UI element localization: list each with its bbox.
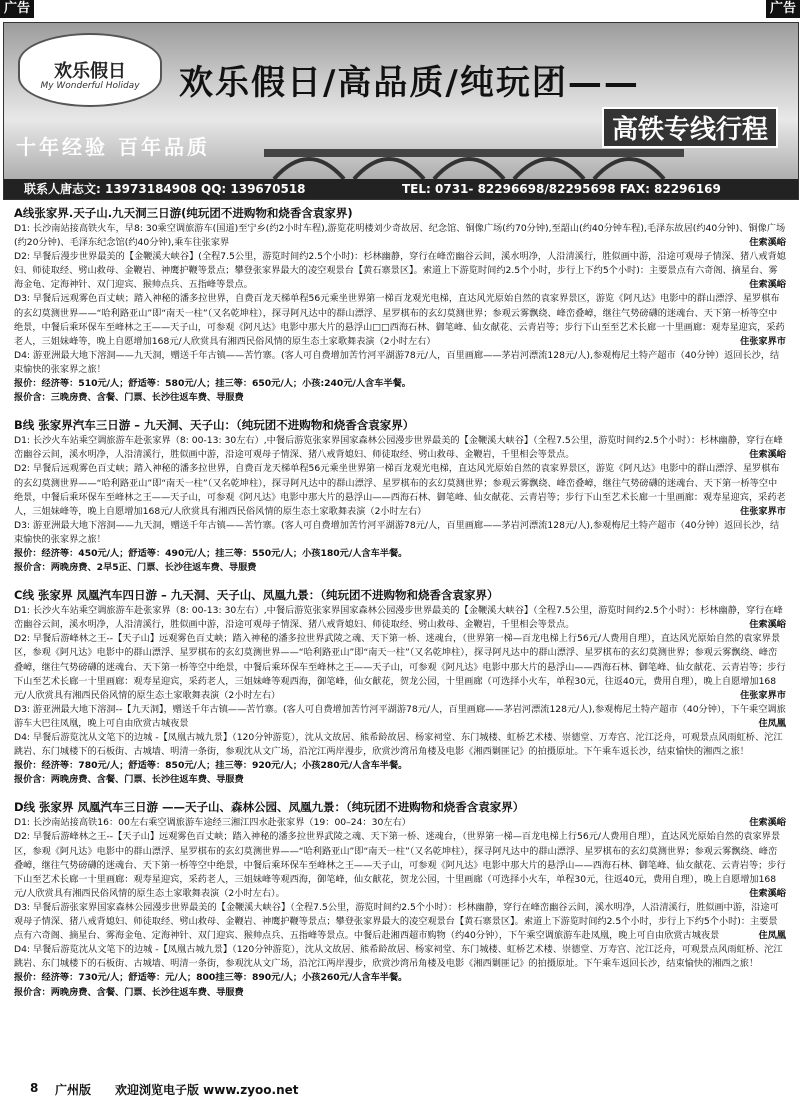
day-item xyxy=(14,222,786,250)
day-text: D4: 早餐后游览沈从文笔下的边城 -【凤凰古城九景】（120分钟游览），沈从文故居、熊希龄故居、杨家祠堂、东门城楼、虹桥艺术楼、崇德堂、万寿宫、沱江泛舟，可观景点风雨虹桥、沱江跳岩、东门城楼下的石板街、古城墙、明清一条街，参观沈从文广场，沿沱江两岸漫步，欣赏沙湾吊角楼及电影《湘西剿匪记》的拍摄原址。下午乘车返长沙，结束愉快的湘西之旅！ xyxy=(14,732,783,758)
edition-label: 广州版 xyxy=(55,1083,92,1097)
banner-slogan: 欢乐假日/高品质/纯玩团—— xyxy=(179,63,640,103)
section-title: B线 张家界汽车三日游 – 九天洞、天子山：（纯玩团不进购物和烧香含袁家界） xyxy=(14,418,415,433)
route-title: 高铁专线行程 xyxy=(602,107,778,148)
day-item xyxy=(14,731,786,759)
contact-tel-fax: TEL: 0731- 82296698/82295698 FAX: 82296169 xyxy=(402,182,721,196)
day-item xyxy=(14,901,786,943)
hotel-label: 住索溪峪 xyxy=(745,236,786,250)
price-line: 报价：经济等：780元/人；舒适等：850元/人；挂三等：920元/人；小孩280元/人含车半餐。 xyxy=(14,760,408,772)
itinerary-section xyxy=(14,587,786,787)
day-text: D2: 早餐后游峰林之王--【天子山】远观雾色百丈峡；踏入神秘的潘多拉世界武陵之魂、天下第一桥、迷魂台，（世界第一梯—百龙电梯上行56元/人费用自理），直达风光原始自然的袁家界景区，参观《阿凡达》电影中的群山漂浮、星罗棋布的玄幻莫测世界——“哈利路亚山”即“南天一柱”（又名乾坤柱），探寻阿凡达中的群山漂浮、星罗棋布的玄幻莫测世界；参观云雾飘绕、峰峦叠嶂，继往气势磅礴的迷魂台、天下第一桥等空中绝景，中餐后乘环保车至峰林之王——天子山，可参观《阿凡达》电影中那大片的悬浮山——西海石林、御笔峰、仙女献花、云青岩等；步行下山至艺术长廊一十里画廊：观寿星迎宾，采药老人，三姐妹峰等观西海，御笔峰，仙女献花，贺龙公园，十里画廊（可选择小火车，单程30元，往返40元，费用自理），晚上自愿增加168元/人欣赏具有湘西民俗风情的原生态土家歌舞表演（2小时左右） xyxy=(14,633,786,701)
day-item xyxy=(14,292,786,348)
price-includes: 报价含：两晚房费、含餐、门票、长沙往返车费、导服费 xyxy=(14,986,244,998)
top-ad-bar xyxy=(0,0,800,18)
agency-logo xyxy=(18,33,162,107)
day-item xyxy=(14,349,786,377)
itinerary-section xyxy=(14,417,786,575)
contact-row xyxy=(4,179,798,199)
hotel-label: 住凤凰 xyxy=(754,929,786,943)
section-title: A线张家界.天子山.九天洞三日游(纯玩团不进购物和烧香含袁家界) xyxy=(14,206,353,220)
price-includes: 报价含：两晚房费、含餐、门票、长沙往返车费、导服费 xyxy=(14,774,244,786)
itinerary-section xyxy=(14,205,786,405)
day-text: D1: 长沙火车站乘空调旅游车赴张家界（8: 00-13: 30左右）,中餐后游览张家界国家森林公园漫步世界最美的【金鞭溪大峡谷】（全程7.5公里，游览时间约2.5个小时）：杉林幽静，穿行在峰峦幽谷云间，溪水明净，人沿清溪行，胜似画中游，沿途可观母子情深、猪八戒背媳妇、师徒取经、劈山救母、金鞭岩，千里相会等景点。 xyxy=(14,605,783,631)
hotel-label: 住张家界市 xyxy=(736,505,786,519)
day-item xyxy=(14,434,786,462)
day-text: D2: 早餐后远观雾色百丈峡；踏入神秘的潘多拉世界，自费百龙天梯单程56元乘坐世界第一梯百龙观光电梯，直达风光原始自然的袁家界景区，游览《阿凡达》电影中的群山漂浮、星罗棋布的玄幻莫测世界——“哈利路亚山”即“南天一柱”（又名乾坤柱），探寻阿凡达中的群山漂浮、星罗棋布的玄幻莫测世界；参观云雾飘绕、峰峦叠嶂，继往气势磅礴的迷魂台、天下第一桥等空中绝景，中餐后乘环保车至峰林之王——天子山，可参观《阿凡达》电影中那大片的悬浮山——西海石林、御笔峰、仙女献花、云青岩等；步行下山至艺术长廊一十里画廊：观寿星迎宾，采药老人，三姐妹峰等，晚上自愿增加168元/人欣赏具有湘西民俗风情的原生态土家歌舞表演（2小时左右） xyxy=(14,463,786,517)
website-link[interactable]: 欢迎浏览电子版 www.zyoo.net xyxy=(115,1083,299,1097)
ad-label-left: 广告 xyxy=(0,0,34,18)
logo-english-text: My Wonderful Holiday xyxy=(40,81,140,91)
day-text: D1: 长沙火车站乘空调旅游车赴张家界（8: 00-13: 30左右）,中餐后游览张家界国家森林公园漫步世界最美的【金鞭溪大峡谷】（全程7.5公里，游览时间约2.5个小时）：杉林幽静，穿行在峰峦幽谷云间，溪水明净，人沿清溪行，胜似画中游，沿途可观母子情深、猪八戒背媳妇、师徒取经、劈山救母、金鞭岩，千里相会等景点。 xyxy=(14,435,783,461)
day-text: D3: 游亚洲最大地下溶洞——九天洞，赠送千年古镇——苦竹寨。(客人可自费增加苦竹河平湖游78元/人，百里画廊——茅岩河漂流128元/人),参观梅尼土特产超市（40分钟）返回长沙，结束愉快的张家界之旅！ xyxy=(14,519,780,545)
price-line: 报价：经济等：510元/人；舒适等：580元/人；挂三等：650元/人；小孩:240元/人含车半餐。 xyxy=(14,378,411,390)
header-banner xyxy=(3,22,799,200)
day-text: D3: 早餐后远观雾色百丈峡；踏入神秘的潘多拉世界，自费百龙天梯单程56元乘坐世界第一梯百龙观光电梯，直达风光原始自然的袁家界景区，游览《阿凡达》电影中的群山漂浮、星罗棋布的玄幻莫测世界——“哈利路亚山”即“南天一柱”（又名乾坤柱），探寻阿凡达中的群山漂浮、星罗棋布的玄幻莫测世界；参观云雾飘绕、峰峦叠嶂，继往气势磅礴的迷魂台、天下第一桥等空中绝景，中餐后乘环保车至峰林之王——天子山，可参观《阿凡达》电影中那大片的悬浮山□□西海石林、御笔峰、仙女献花、云青岩等；步行下山至至艺术长廊一十里画廊：观寿星迎宾，采药老人，三姐妹峰等，晚上自愿增加168元/人欣赏具有湘西民俗风情的原生态土家歌舞表演（2小时左右） xyxy=(14,293,785,347)
contact-person: 联系人唐志文: 13973184908 QQ: 139670518 xyxy=(24,182,306,196)
hotel-label: 住张家界市 xyxy=(736,689,786,703)
day-text: D1: 长沙南站接高铁火车，早8: 30乘空调旅游车(国道)至宁乡(约2小时车程),游览花明楼刘少奇故居、纪念馆、铜像广场(约70分钟),至韶山(约40分钟车程),毛泽东故居(约40分钟)、铜像广场(约20分钟)、毛泽东纪念馆(约40分钟),乘车往张家界 xyxy=(14,223,786,249)
day-text: D4: 早餐后游览沈从文笔下的边城 -【凤凰古城九景】（120分钟游览），沈从文故居、熊希龄故居、杨家祠堂、东门城楼、虹桥艺术楼、崇德堂、万寿宫、沱江泛舟，可观景点风雨虹桥、沱江跳岩、东门城楼下的石板街、古城墙、明清一条街，参观沈从文广场，沿沱江两岸漫步，欣赏沙湾吊角楼及电影《湘西剿匪记》的拍摄原址。下午乘车返回长沙，结束愉快的湘西之旅！ xyxy=(14,944,783,970)
page-number: 8 xyxy=(30,1081,39,1095)
hotel-label: 住索溪峪 xyxy=(745,816,786,830)
day-text: D3: 游亚洲最大地下溶洞--【九天洞】，赠送千年古镇——苦竹寨。(客人可自费增加苦竹河平湖游78元/人，百里画廊——茅岩河漂流128元/人),参观梅尼土特产超市（40分钟），下午乘空调旅游车大巴往凤凰，晚上可自由欣赏古城夜景 xyxy=(14,703,786,729)
day-item xyxy=(14,943,786,971)
day-item xyxy=(14,462,786,518)
day-text: D1: 长沙南站接高铁16：00左右乘空调旅游车途经三湘江四水赴张家界（19：00–24：30左右） xyxy=(14,817,411,829)
day-item xyxy=(14,816,786,830)
section-title: C线 张家界 凤凰汽车四日游 – 九天洞、天子山、凤凰九景：（纯玩团不进购物和烧香含袁家界） xyxy=(14,588,499,603)
price-line: 报价：经济等：450元/人；舒适等：490元/人；挂三等：550元/人；小孩180元/人含车半餐。 xyxy=(14,547,408,559)
logo-chinese-text: 欢乐假日 xyxy=(54,61,126,82)
day-text: D2: 早餐后漫步世界最美的【金鞭溪大峡谷】(全程7.5公里，游览时间约2.5个小时)：杉林幽静，穿行在峰峦幽谷云间，溪水明净，人沿清溪行，胜似画中游，沿途可观母子情深、猪八戒背媳妇、师徒取经、劈山救母、金鞭岩、神鹰护鞭等景点；攀登张家界最大的凌空观景台【黄石寨景区】。索道上下游览时间约2.5个小时，步行上下约5个小时)：主要景点有六奇阁、摘星台、雾海金龟、定海神针、双门迎宾、猴帅点兵、五指峰等景点。 xyxy=(14,251,786,291)
itinerary-content xyxy=(14,205,786,1065)
price-includes: 报价含：两晚房费、2早5正、门票、长沙往返车费、导服费 xyxy=(14,562,257,574)
day-item xyxy=(14,250,786,292)
price-line: 报价：经济等：730元/人；舒适等：元/人；800挂三等：890元/人；小孩260元/人含车半餐。 xyxy=(14,972,408,984)
day-item xyxy=(14,830,786,900)
ad-label-right: 广告 xyxy=(766,0,800,18)
day-item xyxy=(14,604,786,632)
day-text: D4: 游亚洲最大地下溶洞——九天洞，赠送千年古镇——苦竹寨。(客人可自费增加苦竹河平湖游78元/人，百里画廊——茅岩河漂流128元/人),参观梅尼土特产超市（40分钟）返回长沙，结束愉快的张家界之旅！ xyxy=(14,349,780,375)
day-text: D2: 早餐后游峰林之王--【天子山】远观雾色百丈峡；踏入神秘的潘多拉世界武陵之魂、天下第一桥、迷魂台，（世界第一梯—百龙电梯上行56元/人费用自理），直达风光原始自然的袁家界景区，参观《阿凡达》电影中的群山漂浮、星罗棋布的玄幻莫测世界——“哈利路亚山”即“南天一柱”（又名乾坤柱），探寻阿凡达中的群山漂浮、星罗棋布的玄幻莫测世界；参观云雾飘绕、峰峦叠嶂，继往气势磅礴的迷魂台、天下第一桥等空中绝景，中餐后乘环保车至峰林之王——天子山，可参观《阿凡达》电影中那大片的悬浮山——西海石林、御笔峰、仙女献花、云青岩等；步行下山至艺术长廊一十里画廊：观寿星迎宾，采药老人，三姐妹峰等观西海，御笔峰，仙女献花，贺龙公园，十里画廊（可选择小火车，单程30元，往返40元，费用自理），晚上自愿增加168元/人欣赏具有湘西民俗风情的原生态土家歌舞表演（2小时左右）。 xyxy=(14,831,786,899)
hotel-label: 住索溪峪 xyxy=(745,887,786,901)
day-item xyxy=(14,632,786,702)
hotel-label: 住索溪峪 xyxy=(745,618,786,632)
day-text: D3: 早餐后游张家界国家森林公园漫步世界最美的【金鞭溪大峡谷】（全程7.5公里，游览时间约2.5个小时）：杉林幽静，穿行在峰峦幽谷云间，溪水明净，人沿清溪行，胜似画中游，沿途可观母子情深、猪八戒背媳妇、师徒取经、劈山救母、金鞭岩、神鹰护鞭等景点；攀登张家界最大的凌空观景台【黄石寨景区】。索道上下游览时间约2.5个小时，步行上下约5个小时)：主要景点有六奇阁、摘星台、雾海金龟、定海神针、双门迎宾、猴帅点兵、五指峰等景点。中餐后赴湘西超市购物（约40分钟），下午乘空调旅游车赴凤凰，晚上可自由欣赏古城夜景 xyxy=(14,901,779,942)
experience-tagline: 十年经验 百年品质 xyxy=(16,135,210,159)
section-title: D线 张家界 凤凰汽车三日游 ——天子山、森林公园、凤凰九景：（纯玩团不进购物和烧香含袁家界） xyxy=(14,800,525,815)
day-item xyxy=(14,519,786,547)
hotel-label: 住索溪峪 xyxy=(745,278,786,292)
hotel-label: 住凤凰 xyxy=(754,717,786,731)
day-item xyxy=(14,703,786,731)
hotel-label: 住张家界市 xyxy=(736,335,786,349)
price-includes: 报价含：三晚房费、含餐、门票、长沙往返车费、导服费 xyxy=(14,392,244,404)
hotel-label: 住索溪峪 xyxy=(745,448,786,462)
page-footer xyxy=(0,1078,800,1100)
itinerary-section xyxy=(14,799,786,999)
